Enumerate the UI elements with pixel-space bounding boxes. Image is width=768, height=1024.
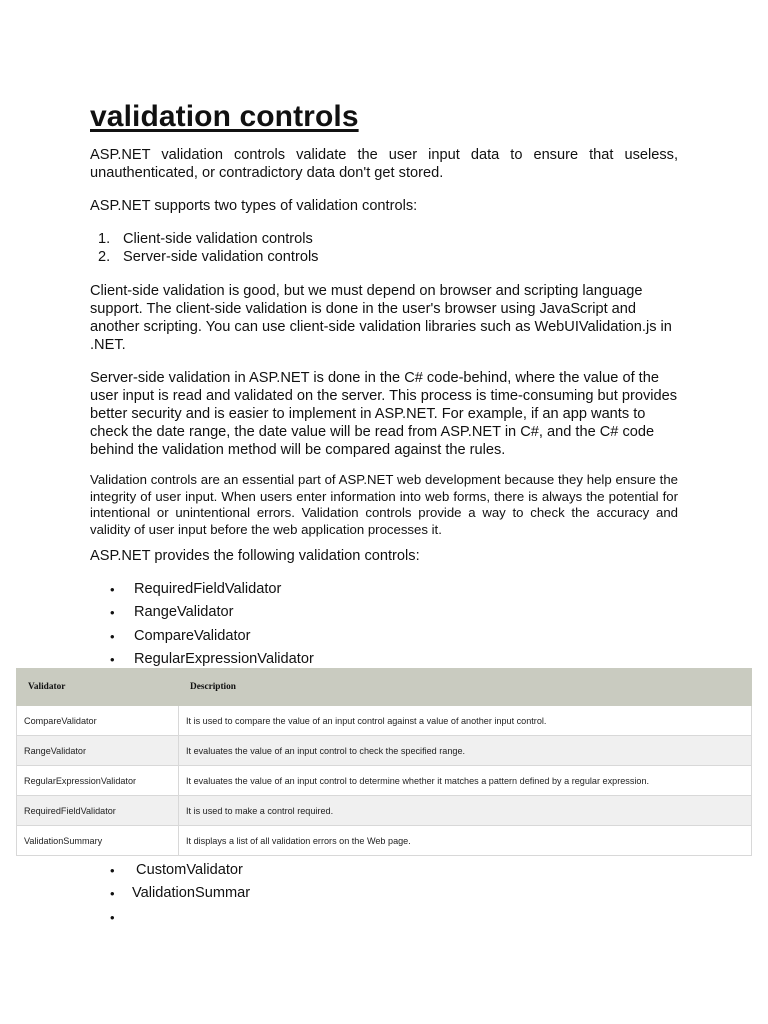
- table-row: [17, 766, 752, 796]
- list-number: 2.: [98, 249, 111, 265]
- list-item-label: RequiredFieldValidator: [134, 581, 282, 597]
- bullet-icon: •: [110, 628, 115, 644]
- table-header-row: [17, 669, 752, 706]
- description-cell: It evaluates the value of an input control to check the specified range.: [179, 736, 752, 766]
- table-row: [17, 796, 752, 826]
- validator-cell: RequiredFieldValidator: [17, 796, 179, 826]
- table-row: [17, 826, 752, 856]
- list-item-label: CompareValidator: [134, 627, 251, 644]
- validation-controls-list: [110, 578, 314, 671]
- validators-table-container: [16, 668, 752, 857]
- validator-cell: RangeValidator: [17, 736, 179, 766]
- description-cell: It displays a list of all validation errors on the Web page.: [179, 826, 752, 856]
- list-item-label: CustomValidator: [132, 862, 243, 878]
- list-item-label: Client-side validation controls: [123, 231, 313, 247]
- essential-paragraph: Validation controls are an essential part of ASP.NET web development because they help ensure the integrity of user input. When users enter information into web forms, there is always the potential for intentional or unintentional errors. Validation controls provide a way to check the accuracy and validity of user input before the web application processes it.: [90, 472, 678, 537]
- controls-intro-paragraph: ASP.NET provides the following validation controls:: [90, 548, 420, 564]
- bullet-icon: •: [110, 605, 115, 621]
- validator-cell: RegularExpressionValidator: [17, 766, 179, 796]
- list-item: [110, 859, 250, 882]
- list-item-label: RangeValidator: [134, 604, 234, 621]
- list-item-label: ValidationSummar: [132, 885, 251, 902]
- list-item: [98, 248, 318, 266]
- table-row: [17, 736, 752, 766]
- description-cell: It evaluates the value of an input control to determine whether it matches a pattern defined by a regular expression.: [179, 766, 752, 796]
- description-cell: It is used to make a control required.: [179, 796, 752, 826]
- additional-controls-list: [110, 859, 250, 929]
- description-cell: It is used to compare the value of an input control against a value of another input control.: [179, 706, 752, 736]
- bullet-icon: •: [110, 863, 115, 878]
- list-item: [110, 601, 314, 624]
- description-column-header: Description: [179, 669, 752, 706]
- list-item-label: RegularExpressionValidator: [134, 650, 314, 667]
- server-side-paragraph: Server-side validation in ASP.NET is done in the C# code-behind, where the value of the user input is read and validated on the server. This process is time-consuming but provides better security and is easier to implement in ASP.NET. For example, if an app wants to check the date range, the date value will be read from ASP.NET in C#, and the C# code behind the validation method will be compared against the rules.: [90, 370, 678, 458]
- validator-cell: ValidationSummary: [17, 826, 179, 856]
- list-item: [110, 578, 314, 601]
- validators-table: [16, 668, 752, 856]
- validation-types-list: [98, 230, 318, 266]
- validator-column-header: Validator: [17, 669, 179, 706]
- bullet-icon: •: [110, 582, 115, 597]
- table-row: [17, 706, 752, 736]
- bullet-icon: •: [110, 909, 115, 925]
- list-item: [110, 882, 250, 905]
- client-side-paragraph: Client-side validation is good, but we must depend on browser and scripting language support. The client-side validation is done in the user's browser using JavaScript and another scripting. You can use client-side validation libraries such as WebUIValidation.js in .NET.: [90, 283, 672, 353]
- list-item: [110, 625, 314, 648]
- list-item: [98, 230, 318, 248]
- page-title: validation controls: [90, 100, 359, 133]
- validator-cell: CompareValidator: [17, 706, 179, 736]
- types-intro-paragraph: ASP.NET supports two types of validation controls:: [90, 198, 418, 214]
- list-item-label: Server-side validation controls: [123, 249, 319, 265]
- intro-paragraph: ASP.NET validation controls validate the user input data to ensure that useless, unauthenticated, or contradictory data don't get stored.: [90, 147, 678, 181]
- bullet-icon: •: [110, 886, 115, 902]
- bullet-icon: •: [110, 651, 115, 667]
- list-item: [110, 906, 250, 929]
- list-number: 1.: [98, 231, 111, 247]
